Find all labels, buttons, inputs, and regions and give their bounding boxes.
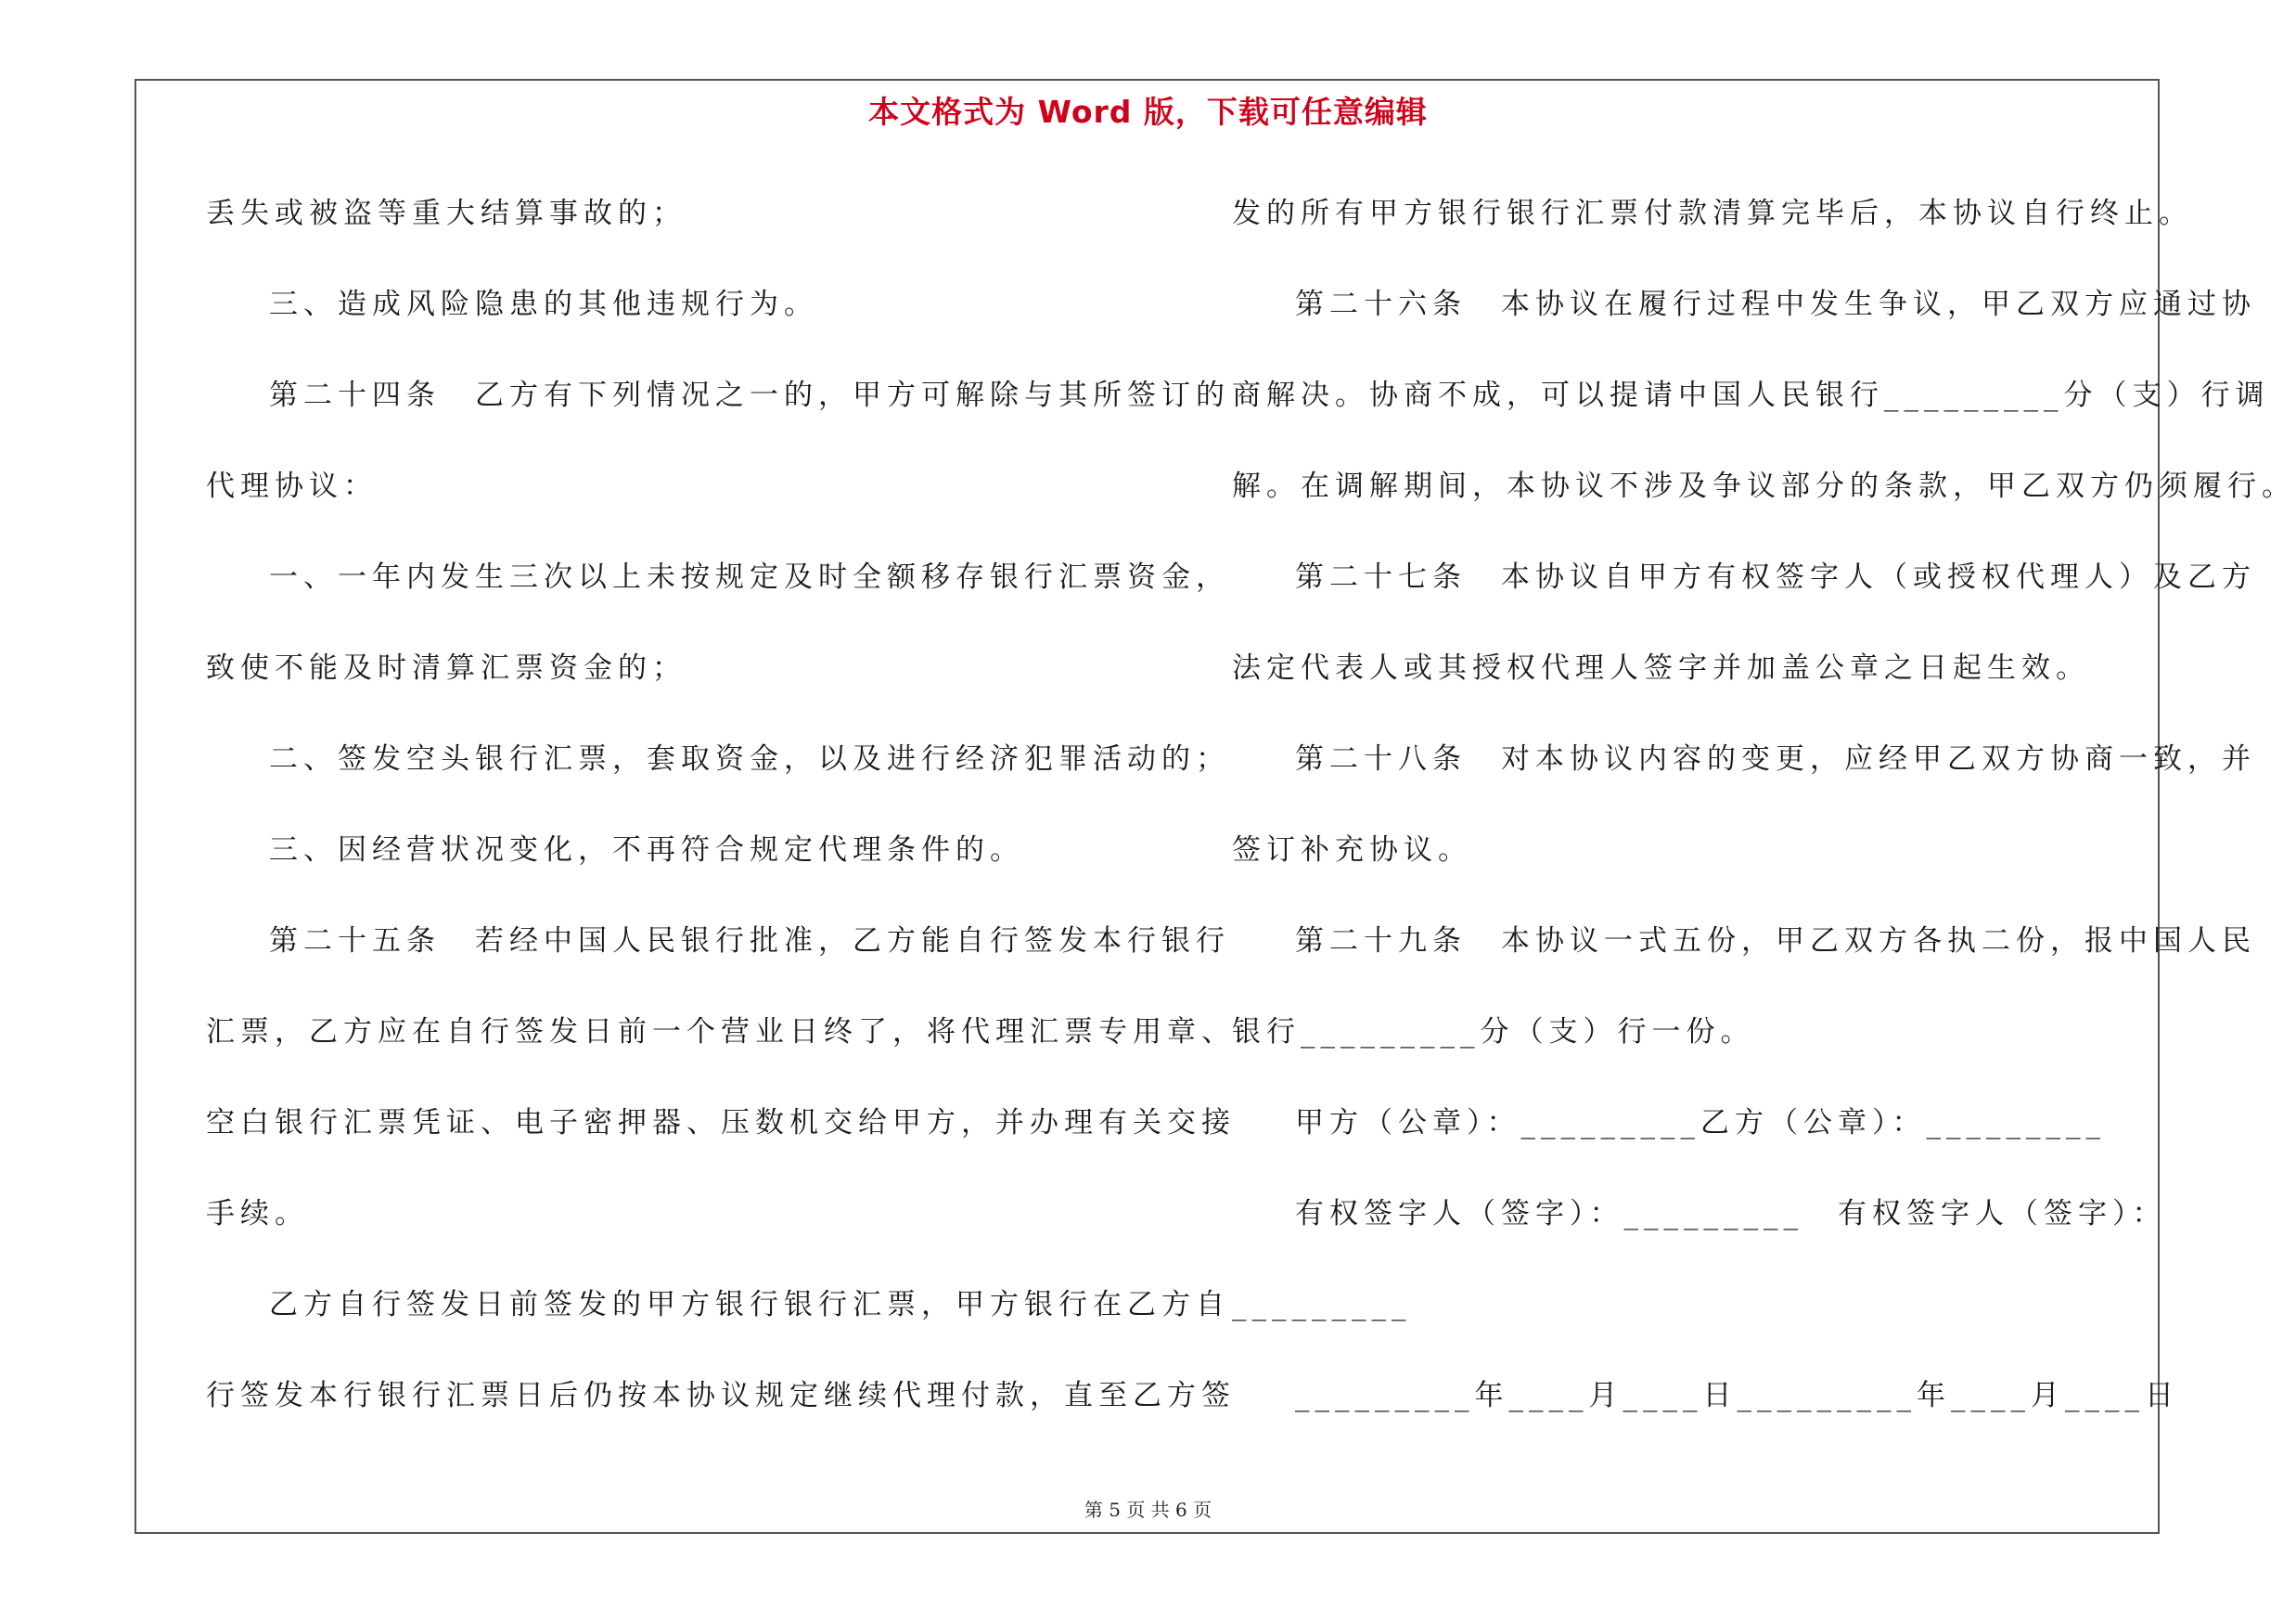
text-line: 乙方自行签发日前签发的甲方银行银行汇票，甲方银行在乙方自	[269, 1288, 1230, 1321]
text-line: 第二十八条 对本协议内容的变更，应经甲乙双方协商一致，并	[1295, 742, 2256, 776]
text-line: 银行_________分（支）行一份。	[1232, 1015, 1755, 1049]
text-line: 第二十五条 若经中国人民银行批准，乙方能自行签发本行银行	[269, 924, 1230, 958]
date-line: _________年____月____日_________年____月____日	[1295, 1379, 2179, 1412]
text-line: 代理协议：	[206, 470, 378, 503]
signature-blank: _________	[1232, 1288, 1412, 1321]
word-format-banner: 本文格式为 Word 版，下载可任意编辑	[868, 94, 1428, 130]
text-line: 发的所有甲方银行银行汇票付款清算完毕后，本协议自行终止。	[1232, 197, 2193, 230]
text-line: 三、因经营状况变化，不再符合规定代理条件的。	[269, 833, 1024, 867]
text-line: 第二十九条 本协议一式五份，甲乙双方各执二份，报中国人民	[1295, 924, 2256, 958]
seal-line: 甲方（公章）：_________乙方（公章）：_________	[1295, 1106, 2106, 1140]
text-line: 第二十七条 本协议自甲方有权签字人（或授权代理人）及乙方	[1295, 560, 2256, 594]
text-line: 行签发本行银行汇票日后仍按本协议规定继续代理付款，直至乙方签	[206, 1379, 1236, 1412]
text-line: 致使不能及时清算汇票资金的；	[206, 651, 686, 685]
left-column	[206, 181, 1236, 1454]
text-line: 丢失或被盗等重大结算事故的；	[206, 197, 686, 230]
text-line: 法定代表人或其授权代理人签字并加盖公章之日起生效。	[1232, 651, 2090, 685]
text-line: 二、签发空头银行汇票，套取资金，以及进行经济犯罪活动的；	[269, 742, 1230, 776]
text-line: 三、造成风险隐患的其他违规行为。	[269, 288, 818, 321]
text-line: 解。在调解期间，本协议不涉及争议部分的条款，甲乙双方仍须履行。	[1232, 470, 2296, 503]
text-line: 签订补充协议。	[1232, 833, 1472, 867]
signature-line: 有权签字人（签字）：_________ 有权签字人（签字）：	[1295, 1197, 2167, 1230]
text-line: 第二十六条 本协议在履行过程中发生争议，甲乙双方应通过协	[1295, 288, 2256, 321]
right-column	[1232, 181, 2296, 1454]
page-number: 第 5 页 共 6 页	[1084, 1499, 1212, 1521]
text-line: 手续。	[206, 1197, 309, 1230]
text-line: 汇票，乙方应在自行签发日前一个营业日终了，将代理汇票专用章、	[206, 1015, 1236, 1049]
text-line: 商解决。协商不成，可以提请中国人民银行_________分（支）行调	[1232, 379, 2270, 412]
text-line: 一、一年内发生三次以上未按规定及时全额移存银行汇票资金，	[269, 560, 1230, 594]
text-line: 第二十四条 乙方有下列情况之一的，甲方可解除与其所签订的	[269, 379, 1230, 412]
text-line: 空白银行汇票凭证、电子密押器、压数机交给甲方，并办理有关交接	[206, 1106, 1236, 1140]
